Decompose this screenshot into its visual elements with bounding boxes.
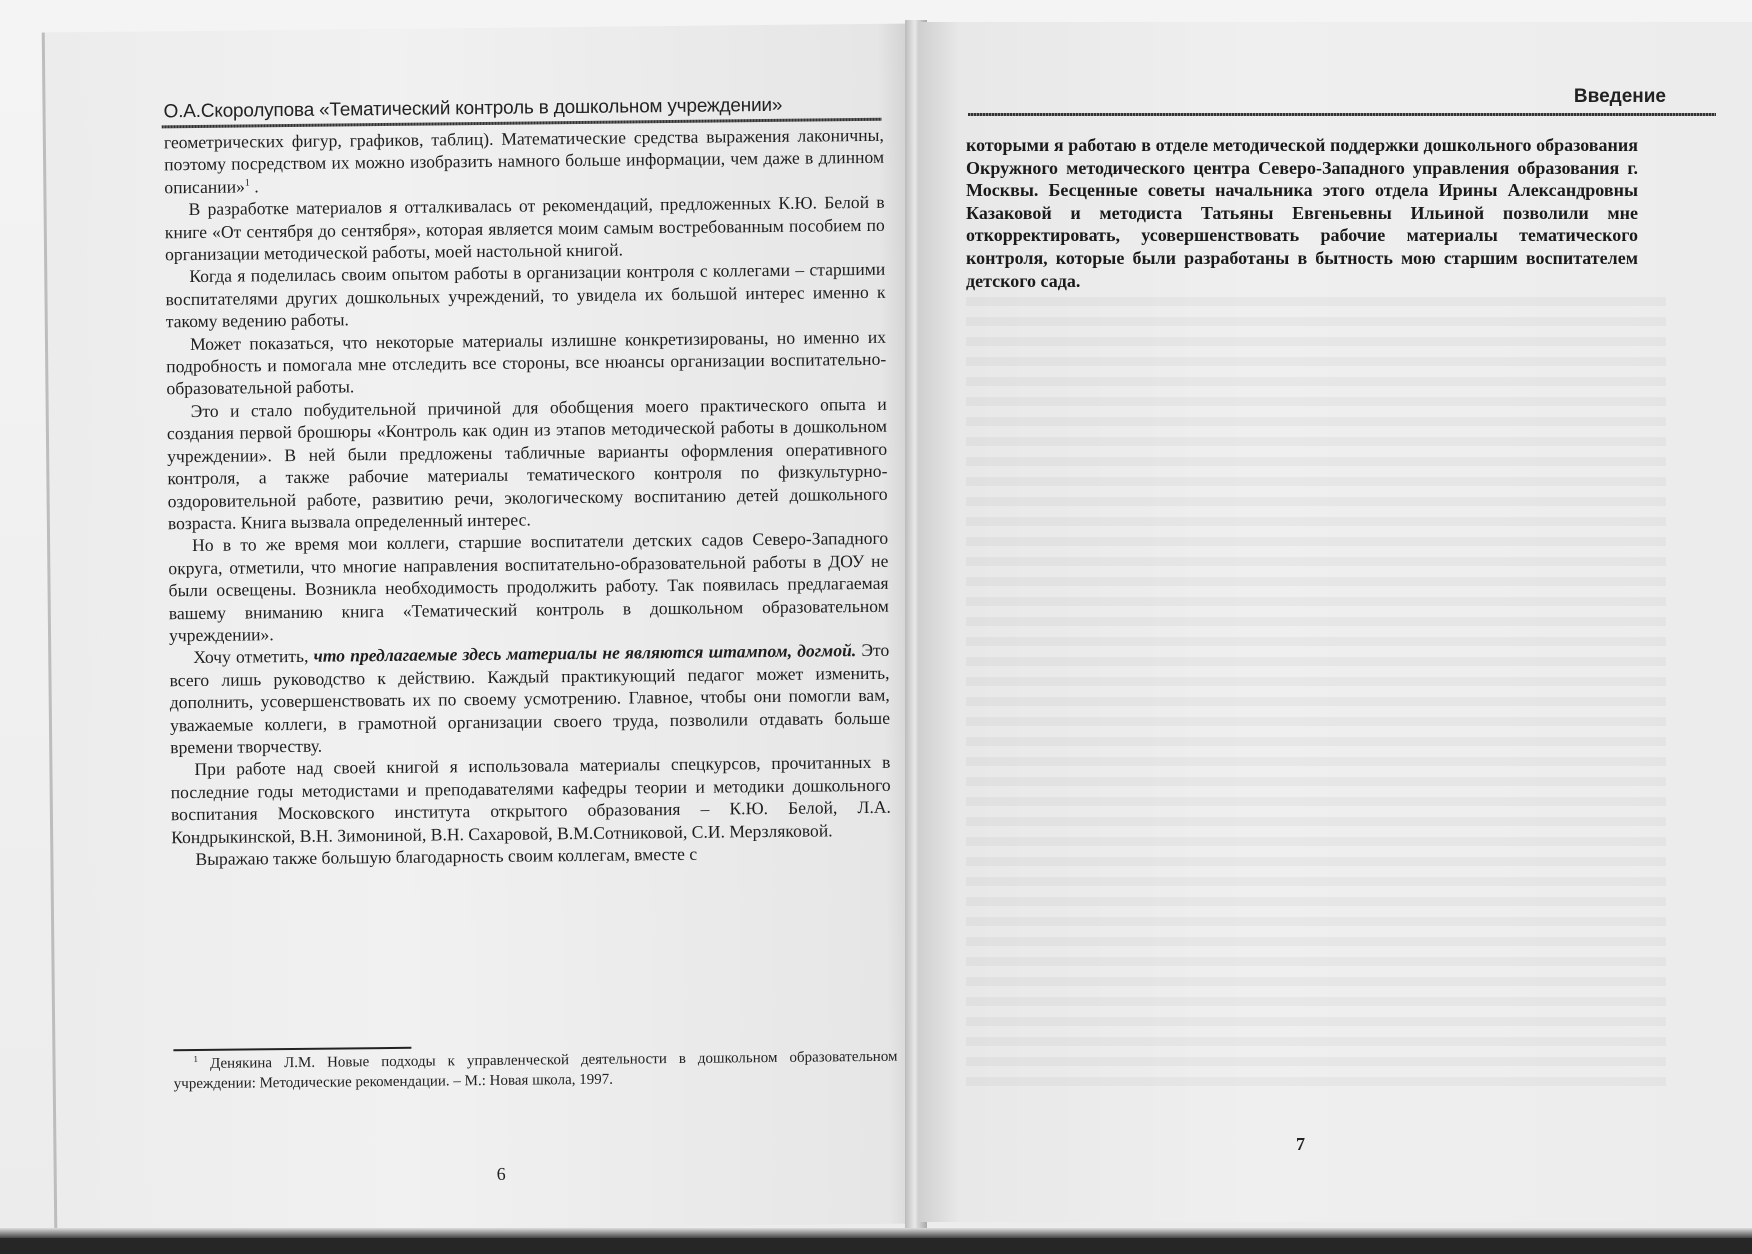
show-through-texture <box>966 297 1666 1097</box>
left-page-body <box>164 124 892 871</box>
page-number-left: 6 <box>496 1163 506 1184</box>
right-page-body <box>966 134 1638 292</box>
paragraph-emphasis: Хочу отметить, что предлагаемые здесь материалы не являются штампом, догмой. Это всего лишь руководство к действию. Каждый практикующий педагог может изменить, дополнить, усовершенствовать их по своему усмотрению. Главное, чтобы они помогли вам, уважаемые коллеги, в грамотной организации своего труда, позволили отдавать больше времени творчеству. <box>169 640 891 758</box>
paragraph: которыми я работаю в отделе методической поддержки дошкольного образования Окружного методического центра Северо-Западного управления образования г. Москвы. Бесценные советы начальника этого отдела Ирины Александровны Казаковой и методиста Татьяны Евгеньевны Ильиной позволили мне откорректировать, усовершенствовать рабочие материалы тематического контроля, которые были разработаны в бытность мою старшим воспитателем детского сада. <box>966 135 1638 291</box>
running-header-right: Введение <box>1573 86 1666 107</box>
page-number-right: 7 <box>1296 1134 1305 1154</box>
paragraph: Выражаю также большую благодарность своим коллегам, вместе с <box>195 843 698 870</box>
left-page <box>42 23 925 1232</box>
footnote-number: 1 <box>193 1054 199 1065</box>
paragraph: Но в то же время мои коллеги, старшие воспитатели детских садов Северо-Западного округа, отметили, что многие направления воспитательно-образовательной работы в ДОУ не были освещены. Возникла необходимость продолжить работу. Так появилась предлагаемая вашему вниманию книга «Тематический контроль в дошкольном образовательном учреждении». <box>168 528 889 646</box>
scanner-edge <box>0 1228 1752 1254</box>
footnote-rule <box>173 1047 411 1051</box>
emphasized-text: что предлагаемые здесь материалы не являются штампом, догмой. <box>313 640 857 667</box>
running-header-left: О.А.Скоролупова «Тематический контроль в дошкольном учреждении» <box>163 94 783 123</box>
header-rule-right <box>968 113 1716 116</box>
paragraph: В разработке материалов я отталкивалась от рекомендаций, предложенных К.Ю. Белой в книге «От сентября до сентября», которая является моим самым востребованным пособием по организации методической работы, моей настольной книгой. <box>164 191 885 265</box>
footnote: $^1$ Денякина Л.М. Новые подходы к управленческой деятельности в дошкольном образовательном учреждении: Методические рекомендации. – М.: Новая школа, 1997. <box>173 1048 898 1092</box>
paragraph: геометрических фигур, графиков, таблиц). Математические средства выражения лаконичны, поэтому посредством их можно изобразить намного больше информации, чем даже в длинном описании»$^1$ . <box>163 124 885 198</box>
paragraph: Может показаться, что некоторые материалы излишне конкретизированы, но именно их подробность и помогала мне отследить все стороны, все нюансы организации воспитательно-образовательной работы. <box>166 326 887 399</box>
paragraph: Когда я поделилась своим опытом работы в организации контроля с коллегами – старшими воспитателями других дошкольных учреждений, то увидела их большой интерес именно к такому ведению работы. <box>165 259 886 332</box>
paragraph: Это и стало побудительной причиной для обобщения моего практического опыта и создания первой брошюры «Контроль как один из этапов методической работы в дошкольном учреждении». В ней были предложены табличные варианты оформления оперативного контроля, а также рабочие материалы тематического контроля по физкультурно-оздоровительной работе, развитию речи, экологическому воспитанию детей дошкольного возраста. Книга вызвала определенный интерес. <box>166 393 888 534</box>
footnote-marker: 1 <box>244 177 250 189</box>
right-page <box>918 22 1752 1222</box>
paragraph: При работе над своей книгой я использовала материалы спецкурсов, прочитанных в последние годы методистами и преподавателями кафедры теории и методики дошкольного воспитания Московского института открытого образования – К.Ю. Белой, Л.А. Кондрыкинской, В.Н. Зимониной, В.Н. Сахаровой, В.М.Сотниковой, С.И. Мерзляковой. <box>170 752 892 847</box>
